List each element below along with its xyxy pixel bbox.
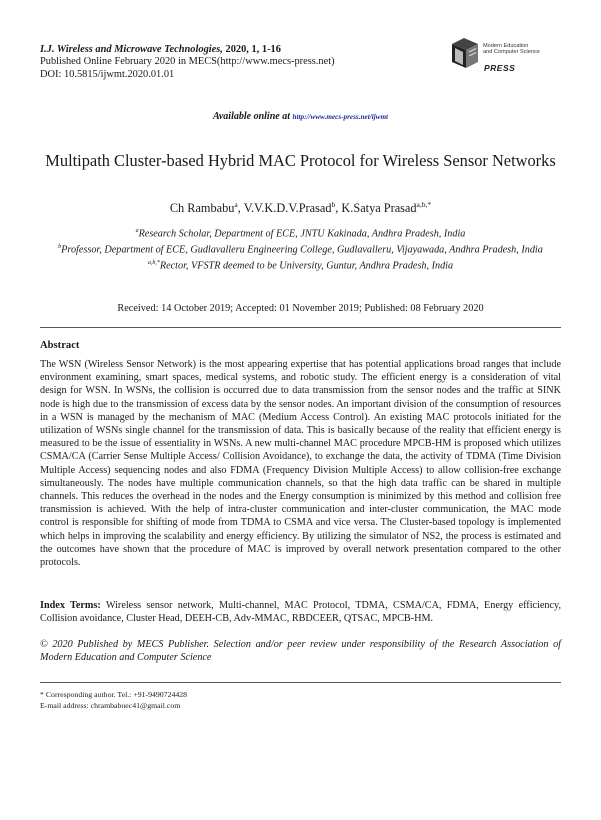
affil-text: Rector, VFSTR deemed to be University, Guntur, Andhra Pradesh, India: [159, 259, 454, 271]
paper-title: Multipath Cluster-based Hybrid MAC Protocol for Wireless Sensor Networks: [45, 151, 556, 170]
availability-line: [0, 111, 601, 122]
journal-published: Published Online February 2020 in MECS(http://www.mecs-press.net): [40, 56, 335, 68]
journal-header: [40, 44, 335, 81]
affiliation-item: [40, 241, 561, 257]
header-divider: [40, 327, 561, 328]
journal-doi: DOI: 10.5815/ijwmt.2020.01.01: [40, 68, 175, 80]
affil-mark: a,b,*: [147, 259, 160, 266]
corresponding-author: * Corresponding author. Tel.: +91-9490724428: [40, 690, 188, 699]
journal-citation: [40, 44, 335, 56]
author-name: K.Satya Prasad: [341, 201, 417, 216]
availability-label: Available online at: [212, 111, 293, 122]
affil-mark: a: [135, 228, 139, 234]
journal-url-link[interactable]: http://www.mecs-press.net/ijwmt: [292, 113, 389, 121]
index-terms-label: Index Terms:: [40, 600, 101, 611]
affiliations: [40, 225, 561, 272]
affil-text: Professor, Department of ECE, Gudlavalleru Engineering College, Gudlavalleru, Vijayawada, Andhra Pradesh, India: [61, 244, 543, 256]
abstract-body: The WSN (Wireless Sensor Network) is the most appearing expertise that has potential applications broad ranges that include environment examining, smart spaces, medical systems, and robotic study. The efficient energy is a consideration of vital design for WSN. In WSNs, the collision is occurred due to data transmission from the sensor nodes and the traffic at SINK node is high due to the transmission of excess data by the sensor nodes. An important division of the consumption of resources in a WSN is managed by the mechanism of MAC (Medium Access Control). An existing MAC protocols initiated for the utilization of WSNs single channel for the transmission of data. This is basically because of the reality that efficient energy is measured to be the issue of essentiality in WSNs. A new multi-channel MAC procedure MPCB-HM is proposed which utilizes CSMA/CA (Carrier Sense Multiple Access/ Collision Avoidance), to exchange the data, the activity of TDMA (Time Division Multiple Access) sequencing nodes and also FDMA (Frequency Division Multiple Access) to allow collision-free exchange simultaneously. The nodes have multiple communication channels, so that the high data traffic can be shared in multiple channels. This reduces the overhead in the nodes and the Energy consumption is minimized by this method and collision free transmission is achieved. With the help of intra-cluster communication and inter-cluster communication, the MAC mode control is responsible for shifting of mode from TDMA to CSMA and vice versa. The Cluster-based topology is implemented which helps in improving the scalability and energy efficiency. By utilizing the simulator of NS2, the process is estimated and the outcomes have shown that the procedure of MAC is improved by overall network presentation compared to the other protocols.: [40, 359, 561, 569]
publication-dates: Received: 14 October 2019; Accepted: 01 November 2019; Published: 08 February 2020: [117, 303, 484, 314]
abstract-heading: Abstract: [40, 340, 80, 351]
author-affil-mark: a: [234, 200, 238, 209]
index-terms-text: Wireless sensor network, Multi-channel, MAC Protocol, TDMA, CSMA/CA, FDMA, Energy efficiency, Collision avoidance, Cluster Head, DEEH-CB, Adv-MMAC, RBDCEER, QTSAC, MPCB-HM.: [40, 600, 561, 625]
logo-press: PRESS: [484, 63, 516, 73]
author-list: Ch Rambabu$^a$, V.V.K.D.V.Prasad$^b$, K.Satya Prasad$^{a,b,*}$: [169, 200, 432, 216]
author-name: V.V.K.D.V.Prasad: [243, 201, 332, 216]
logo-text: [483, 43, 559, 55]
mecs-press-logo: [448, 30, 560, 76]
journal-issue: 2020, 1, 1-16: [222, 44, 281, 55]
affiliation-item: [40, 257, 561, 273]
book-stack-icon: [448, 34, 482, 74]
journal-title: I.J. Wireless and Microwave Technologies,: [40, 44, 223, 55]
affil-mark: b: [58, 243, 62, 250]
footnote-divider: [40, 682, 561, 683]
author-email: E-mail address: chrambabuec41@gmail.com: [40, 700, 181, 710]
author-affil-mark: a,b,*: [416, 200, 432, 209]
footnote: [40, 690, 187, 712]
logo-line-1: Modern Education: [483, 43, 529, 49]
copyright-notice: © 2020 Published by MECS Publisher. Selection and/or peer review under responsibility of the Research Association of Modern Education and Computer Science: [40, 639, 561, 664]
logo-line-2: and Computer Science: [483, 49, 540, 56]
affil-text: Research Scholar, Department of ECE, JNTU Kakinada, Andhra Pradesh, India: [138, 228, 466, 240]
author-name: Ch Rambabu: [169, 201, 235, 216]
author-affil-mark: b: [331, 200, 336, 209]
affiliation-item: [40, 225, 561, 241]
index-terms: [40, 599, 561, 625]
